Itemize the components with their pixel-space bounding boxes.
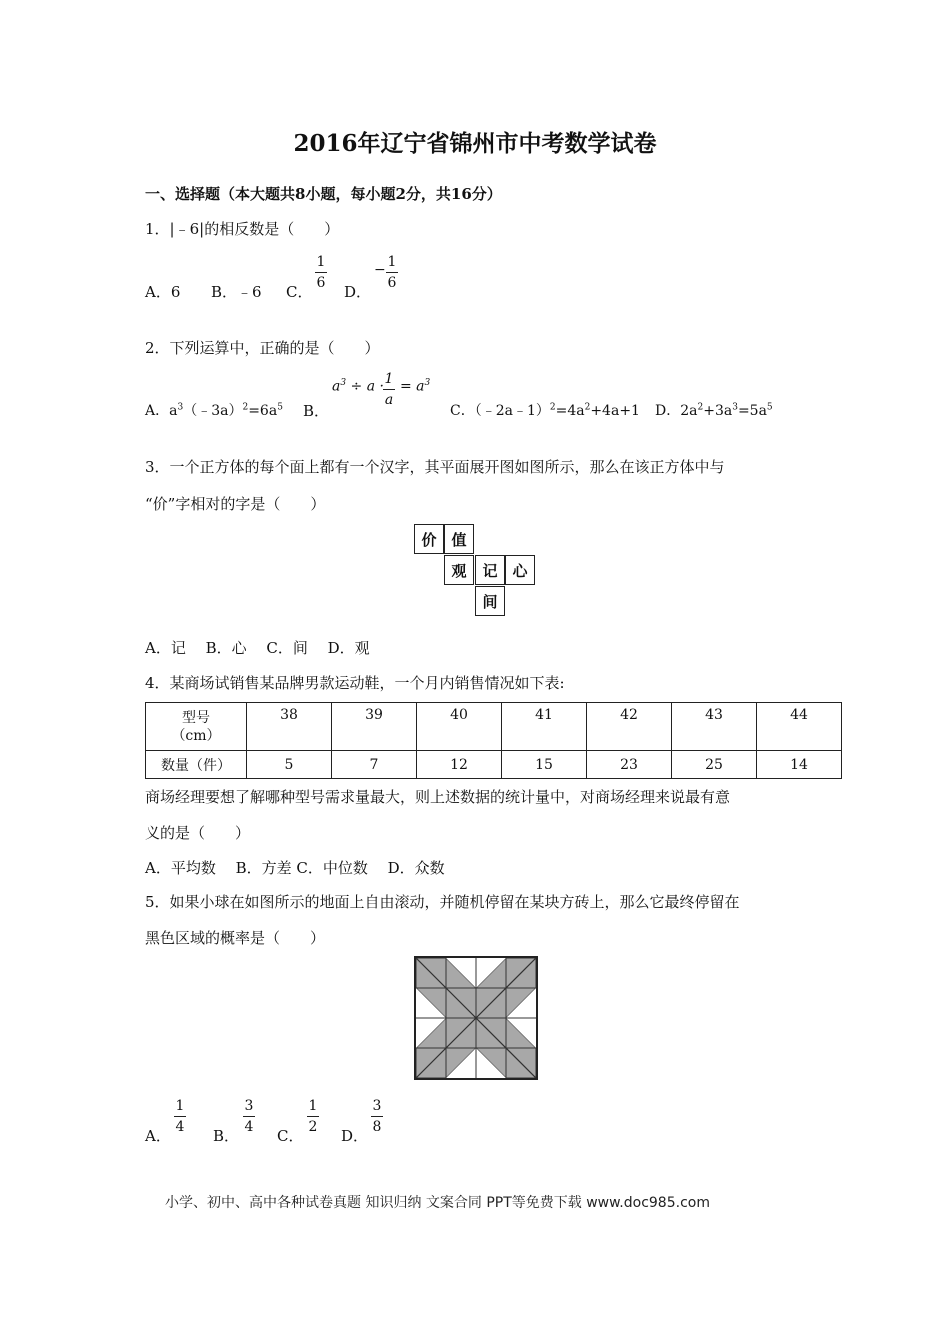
q5-b-numerator: 3 (244, 1098, 254, 1114)
size-cell: 43 (672, 703, 757, 751)
count-cell: 7 (332, 751, 417, 779)
q1-d-fraction (386, 253, 398, 292)
q1-option-b: B．﹣6 (211, 283, 262, 301)
net-cell-zhi: 值 (444, 524, 474, 554)
q2-option-c: C．$(﹣2a﹣1)^2=4a^2+4a+1$ (450, 402, 640, 419)
q5-a-denominator: 4 (175, 1119, 185, 1135)
q1-c-fraction (315, 253, 327, 292)
q5-line1: 5．如果小球在如图所示的地面上自由滚动，并随机停留在某块方砖上，那么它最终停留在 (145, 893, 740, 911)
q2-b-fraction (383, 370, 395, 409)
net-cell-guan: 观 (444, 555, 474, 585)
q3-line2: “价”字相对的字是（ ） (145, 495, 326, 513)
q1-c-numerator: 1 (316, 254, 326, 270)
sales-table (145, 702, 842, 779)
size-cell: 39 (332, 703, 417, 751)
q1-option-d: D． (344, 283, 372, 301)
q2-option-d: D．$2a^2+3a^3=5a^5$ (655, 402, 773, 419)
q2-stem: 2．下列运算中，正确的是（ ） (145, 339, 380, 357)
q4-line1: 商场经理要想了解哪种型号需求量最大，则上述数据的统计量中，对商场经理来说最有意 (145, 788, 731, 806)
q4-options: A．平均数 B．方差 C．中位数 D．众数 (145, 859, 445, 877)
q2-b-result: = $a^3$ (400, 378, 431, 395)
size-cell: 42 (587, 703, 672, 751)
size-cell: 41 (502, 703, 587, 751)
q5-b-fraction (243, 1097, 255, 1136)
q5-option-a: A． (145, 1127, 171, 1145)
q5-a-fraction (174, 1097, 186, 1136)
q5-c-numerator: 1 (308, 1098, 318, 1114)
size-cell: 38 (247, 703, 332, 751)
q2-b-numerator: 1 (384, 371, 394, 387)
size-cell: 44 (757, 703, 842, 751)
net-cell-ji: 记 (475, 555, 505, 585)
q3-options: A．记 B．心 C．间 D．观 (145, 639, 370, 657)
count-header: 数量（件） (146, 751, 247, 779)
q5-b-denominator: 4 (244, 1119, 254, 1135)
q1-c-denominator: 6 (316, 275, 326, 291)
section-heading: 一、选择题（本大题共8小题，每小题2分，共16分） (145, 185, 502, 203)
q1-option-a: A．6 (145, 283, 181, 301)
count-cell: 15 (502, 751, 587, 779)
page-title: 2016年辽宁省锦州市中考数学试卷 (293, 130, 657, 157)
q1-d-denominator: 6 (387, 275, 397, 291)
count-cell: 23 (587, 751, 672, 779)
q2-b-denominator: a (384, 392, 394, 408)
size-header: 型号 （cm） (146, 703, 247, 751)
q5-option-d: D． (341, 1127, 369, 1145)
q2-option-b: B． (303, 402, 330, 420)
q5-d-fraction (371, 1097, 383, 1136)
q1-d-numerator: 1 (387, 254, 397, 270)
count-cell: 5 (247, 751, 332, 779)
count-cell: 25 (672, 751, 757, 779)
q5-a-numerator: 1 (175, 1098, 185, 1114)
size-cell: 40 (417, 703, 502, 751)
q4-stem: 4．某商场试销售某品牌男款运动鞋，一个月内销售情况如下表: (145, 674, 565, 692)
q4-line2: 义的是（ ） (145, 824, 251, 842)
q3-line1: 3．一个正方体的每个面上都有一个汉字，其平面展开图如图所示，那么在该正方体中与 (145, 458, 725, 476)
net-cell-xin: 心 (505, 555, 535, 585)
table-row (146, 703, 842, 751)
q5-line2: 黑色区域的概率是（ ） (145, 929, 326, 947)
q1-option-c: C． (286, 283, 313, 301)
table-row (146, 751, 842, 779)
q5-option-c: C． (277, 1127, 304, 1145)
q5-d-numerator: 3 (372, 1098, 382, 1114)
net-cell-jian: 间 (475, 586, 505, 616)
footer-text: 小学、初中、高中各种试卷真题 知识归纳 文案合同 PPT等免费下载 www.doc985.com (165, 1195, 710, 1211)
q5-c-denominator: 2 (308, 1119, 318, 1135)
tile-floor-figure (414, 956, 538, 1080)
q2-option-a: A．$a^3(﹣3a)^2=6a^5$ (145, 402, 283, 419)
q5-option-b: B． (213, 1127, 240, 1145)
count-cell: 14 (757, 751, 842, 779)
q2-b-expr: $a^3 \div a$ · (332, 378, 384, 395)
q5-d-denominator: 8 (372, 1119, 382, 1135)
q1-stem: 1．|﹣6|的相反数是（ ） (145, 220, 340, 238)
net-cell-jia: 价 (414, 524, 444, 554)
count-cell: 12 (417, 751, 502, 779)
q1-d-sign: − (374, 262, 386, 278)
q5-c-fraction (307, 1097, 319, 1136)
